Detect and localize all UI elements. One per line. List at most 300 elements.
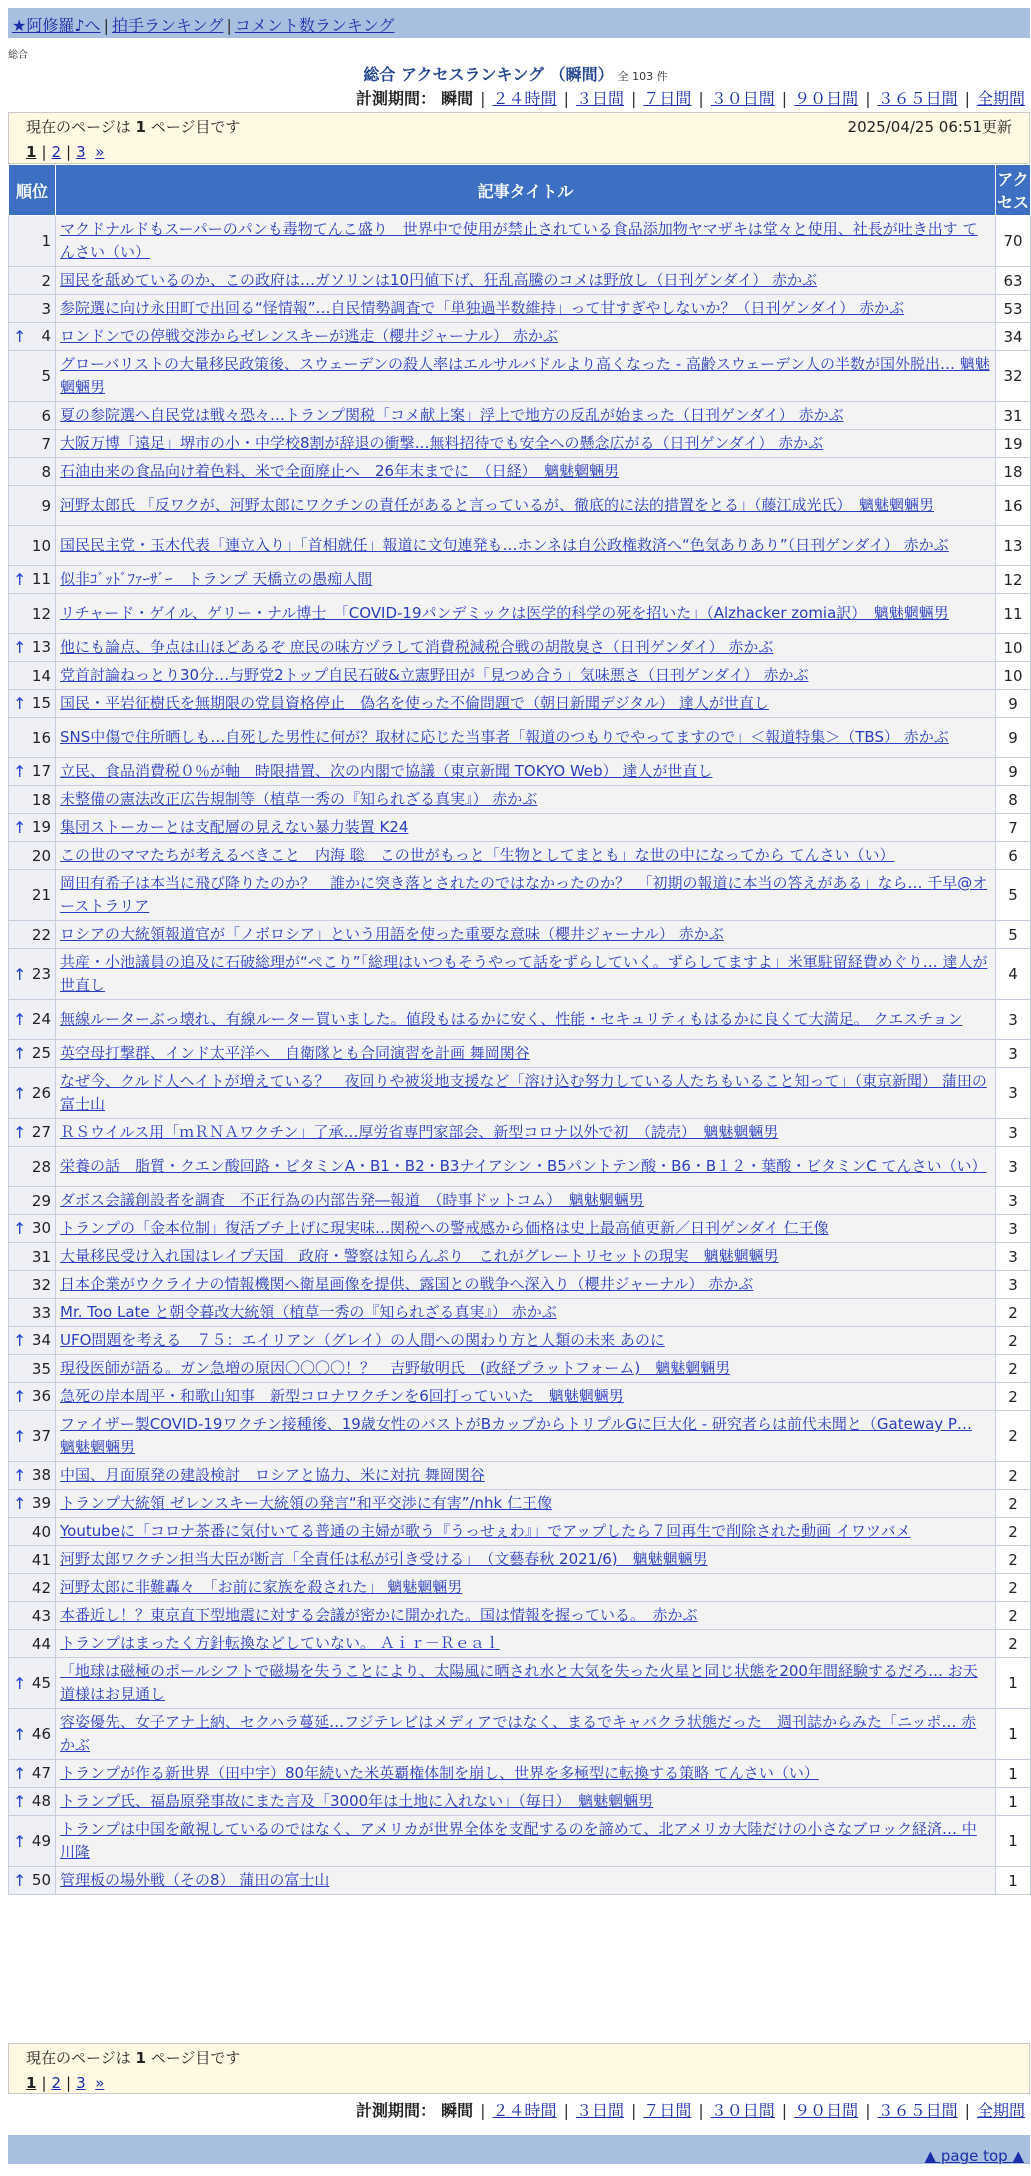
table-header-row — [9, 165, 1031, 216]
title-cell — [56, 1760, 996, 1788]
rank-up-arrow-icon: ↑ — [13, 1764, 27, 1783]
article-link[interactable]: トランプの「金本位制」復活ブチ上げに現実味…関税への警戒感から価格は史上最高値更新／日刊ゲンダイ 仁王像 — [60, 1219, 829, 1237]
period-option[interactable]: ９０日間 — [794, 2101, 859, 2120]
table-row — [9, 402, 1031, 430]
article-link[interactable]: 国民を舐めているのか、この政府は…ガソリンは10円値下げ、狂乱高騰のコメは野放し（日刊ゲンダイ） 赤かぶ — [60, 271, 818, 289]
title-cell — [56, 351, 996, 402]
article-link[interactable]: 岡田有希子は本当に飛び降りたのか？ 誰かに突き落とされたのではなかったのか？ 「初期の報道に本当の答えがある」なら… 千早@オーストラリア — [60, 874, 988, 915]
article-link[interactable]: この世のママたちが考えるべきこと 内海 聡 この世がもっと「生物としてまとも」な世の中になってから てんさい（い） — [60, 846, 895, 864]
page-link[interactable]: 1 — [26, 2074, 37, 2092]
rank-number: 34 — [31, 1331, 51, 1349]
rank-cell — [9, 430, 56, 458]
rank-cell — [9, 1040, 56, 1068]
title-cell — [56, 1187, 996, 1215]
rank-number: 22 — [31, 925, 51, 944]
title-cell — [56, 1299, 996, 1327]
rank-up-arrow-icon: ↑ — [13, 1219, 27, 1238]
table-row — [9, 758, 1031, 786]
title-cell — [56, 758, 996, 786]
title-cell — [56, 1327, 996, 1355]
table-row — [9, 921, 1031, 949]
period-separator: | — [781, 89, 788, 108]
article-link[interactable]: 党首討論ねっとり30分…与野党2トップ自民石破&立憲野田が「見つめ合う」気味悪さ（日刊ゲンダイ） 赤かぶ — [60, 666, 809, 684]
title-cell — [56, 1068, 996, 1119]
access-header: アクセス — [996, 165, 1031, 216]
total-count: 全 103 件 — [617, 70, 668, 83]
rank-number: 37 — [31, 1426, 51, 1445]
title-cell — [56, 430, 996, 458]
access-count: 34 — [996, 323, 1031, 351]
access-count: 2 — [996, 1546, 1031, 1574]
access-count: 1 — [996, 1709, 1031, 1760]
rank-number: 27 — [31, 1123, 51, 1141]
rank-cell — [9, 870, 56, 921]
rank-cell — [9, 1462, 56, 1490]
table-row — [9, 1816, 1031, 1867]
rank-number: 29 — [31, 1191, 51, 1210]
page-top-link[interactable]: ▲ page top ▲ — [924, 2147, 1024, 2165]
page-link[interactable]: 3 — [76, 143, 86, 161]
rank-number: 49 — [31, 1831, 51, 1850]
access-count: 2 — [996, 1462, 1031, 1490]
period-separator: | — [630, 89, 637, 108]
article-link[interactable]: トランプはまったく方針転換などしていない。 Ａｉｒ－Ｒｅａｌ — [60, 1634, 500, 1652]
article-link[interactable]: 集団ストーカーとは支配層の見えない暴力装置 K24 — [60, 818, 409, 836]
period-option[interactable]: ７日間 — [643, 2101, 692, 2120]
table-row — [9, 351, 1031, 402]
rank-cell — [9, 1546, 56, 1574]
title-cell — [56, 1215, 996, 1243]
access-count: 5 — [996, 921, 1031, 949]
rank-up-arrow-icon: ↑ — [13, 1831, 27, 1851]
title-cell — [56, 566, 996, 594]
rank-cell — [9, 1068, 56, 1119]
nav-separator: | — [103, 16, 109, 35]
article-link[interactable]: トランプ大統領 ゼレンスキー大統領の発言“和平交渉に有害”/nhk 仁王像 — [60, 1494, 553, 1512]
rank-up-arrow-icon: ↑ — [13, 327, 27, 346]
rank-up-arrow-icon: ↑ — [13, 1792, 27, 1811]
article-link[interactable]: 河野太郎に非難轟々 「お前に家族を殺された」 魑魅魍魎男 — [60, 1578, 463, 1596]
rank-number: 23 — [31, 964, 51, 983]
rank-number: 28 — [31, 1157, 51, 1176]
article-link[interactable]: 他にも論点、争点は山ほどあるぞ 庶民の味方ヅラして消費税減税合戦の胡散臭さ（日刊ゲンダイ） 赤かぶ — [60, 638, 774, 656]
rank-number: 21 — [31, 886, 51, 904]
article-link[interactable]: 国民民主党・玉木代表「連立入り」「首相就任」報道に文句連発も…ホンネは自公政権救済へ“色気ありあり”（日刊ゲンダイ） 赤かぶ — [60, 536, 949, 554]
period-option[interactable]: ９０日間 — [794, 89, 859, 108]
access-count: 3 — [996, 1040, 1031, 1068]
rank-number: 44 — [31, 1634, 51, 1653]
table-row — [9, 526, 1031, 566]
title-cell — [56, 786, 996, 814]
table-row — [9, 842, 1031, 870]
nav-separator: | — [226, 16, 232, 35]
rank-cell — [9, 323, 56, 351]
article-link[interactable]: ファイザー製COVID-19ワクチン接種後、19歳女性のバストがBカップからトリプルGに巨大化 - 研究者らは前代未聞と（Gateway P… 魑魅魍魎男 — [60, 1415, 972, 1456]
next-page-link[interactable]: » — [95, 2074, 105, 2092]
article-link[interactable]: マクドナルドもスーパーのパンも毒物てんこ盛り 世界中で使用が禁止されている食品添加物ヤマザキは堂々と使用、社長が吐き出す てんさい（い） — [60, 220, 978, 261]
article-link[interactable]: 日本企業がウクライナの情報機関へ衛星画像を提供、露国との戦争へ深入り（櫻井ジャーナル） 赤かぶ — [60, 1275, 754, 1293]
title-cell — [56, 1000, 996, 1040]
rank-cell — [9, 1788, 56, 1816]
page-title — [0, 62, 1031, 85]
article-link[interactable]: 「地球は磁極のポールシフトで磁場を失うことにより、太陽風に晒され水と大気を失った火星と同じ状態を200年間経験するだろ… お天道様はお見通し — [60, 1662, 978, 1703]
comment-ranking-link[interactable]: コメント数ランキング — [234, 16, 395, 35]
rank-number: 5 — [41, 367, 51, 385]
page-separator: | — [41, 2074, 47, 2092]
title-cell — [56, 718, 996, 758]
access-count: 9 — [996, 718, 1031, 758]
period-separator: | — [698, 2101, 704, 2120]
period-option[interactable]: ２４時間 — [492, 89, 557, 108]
rank-up-arrow-icon: ↑ — [13, 1724, 27, 1744]
period-option[interactable]: 全期間 — [976, 2101, 1025, 2120]
rank-cell — [9, 1187, 56, 1215]
rank-up-arrow-icon: ↑ — [13, 1083, 27, 1103]
table-row — [9, 295, 1031, 323]
rank-number: 11 — [31, 570, 51, 588]
access-count: 19 — [996, 430, 1031, 458]
title-header: 記事タイトル — [56, 165, 996, 216]
table-row — [9, 1327, 1031, 1355]
article-link[interactable]: 管理板の場外戦（その8） 蒲田の富士山 — [60, 1871, 330, 1889]
rank-number: 10 — [31, 536, 51, 555]
period-option[interactable]: 全期間 — [976, 89, 1025, 108]
rank-number: 41 — [31, 1550, 51, 1569]
page-link[interactable]: 2 — [51, 2074, 62, 2092]
title-cell — [56, 814, 996, 842]
rank-number: 1 — [41, 232, 51, 250]
access-count: 13 — [996, 526, 1031, 566]
rank-cell — [9, 786, 56, 814]
title-cell — [56, 1518, 996, 1546]
rank-header: 順位 — [9, 165, 56, 216]
page-link[interactable]: 1 — [26, 143, 37, 161]
rank-number: 6 — [41, 406, 51, 425]
table-row — [9, 690, 1031, 718]
access-count: 3 — [996, 1119, 1031, 1147]
article-link[interactable]: 河野太郎氏 「反ワクが、河野太郎にワクチンの責任があると言っているが、徹底的に法的措置をとる」（藤江成光氏） 魑魅魍魎男 — [60, 496, 935, 514]
rank-number: 40 — [31, 1522, 51, 1541]
title-cell — [56, 323, 996, 351]
period-option[interactable]: ３日間 — [575, 2101, 624, 2120]
rank-number: 33 — [31, 1303, 51, 1322]
title-cell — [56, 690, 996, 718]
access-count: 9 — [996, 690, 1031, 718]
access-count: 8 — [996, 786, 1031, 814]
rank-number: 17 — [31, 762, 51, 780]
period-option[interactable]: ３０日間 — [710, 89, 775, 108]
period-option[interactable]: ３６５日間 — [877, 89, 958, 108]
rank-up-arrow-icon: ↑ — [13, 1387, 27, 1406]
current-page-text: 現在のページは 1 ページ目です — [26, 118, 241, 136]
title-cell — [56, 870, 996, 921]
table-row — [9, 870, 1031, 921]
article-link[interactable]: 無線ルーターぶっ壊れ、有線ルーター買いました。値段もはるかに安く、性能・セキュリティもはるかに良くて大満足。 クエスチョン — [60, 1010, 963, 1028]
access-count: 11 — [996, 594, 1031, 634]
rank-number: 50 — [31, 1871, 51, 1889]
rank-number: 24 — [31, 1010, 51, 1028]
access-count: 2 — [996, 1299, 1031, 1327]
rank-number: 16 — [31, 728, 51, 747]
rank-cell — [9, 634, 56, 662]
article-link[interactable]: 急死の岸本周平・和歌山知事 新型コロナワクチンを6回打っていいた 魑魅魍魎男 — [60, 1387, 624, 1405]
title-cell — [56, 1462, 996, 1490]
article-link[interactable]: グローバリストの大量移民政策後、スウェーデンの殺人率はエルサルバドルより高くなった - 高齢スウェーデン人の半数が国外脱出… 魑魅魍魎男 — [60, 355, 990, 396]
page-title-text: 総合 アクセスランキング （瞬間） — [363, 65, 614, 84]
rank-cell — [9, 526, 56, 566]
table-row — [9, 786, 1031, 814]
table-row — [9, 216, 1031, 267]
rank-number: 2 — [41, 271, 51, 290]
article-link[interactable]: 栄養の話 脂質・クエン酸回路・ビタミンA・B1・B2・B3ナイアシン・B5パントテン酸・B6・B１２・葉酸・ビタミンC てんさい（い） — [60, 1157, 987, 1175]
title-cell — [56, 1630, 996, 1658]
article-link[interactable]: 参院選に向け永田町で出回る“怪情報”…自民情勢調査で「単独過半数維持」って甘すぎやしないか？（日刊ゲンダイ） 赤かぶ — [60, 299, 905, 317]
article-link[interactable]: 立民、食品消費税０％が軸 時限措置、次の内閣で協議（東京新聞 TOKYO Web） 達人が世直し — [60, 762, 713, 780]
rank-cell — [9, 1602, 56, 1630]
rank-number: 26 — [31, 1083, 51, 1102]
access-count: 18 — [996, 458, 1031, 486]
title-cell — [56, 594, 996, 634]
rank-number: 3 — [41, 299, 51, 318]
period-separator: | — [964, 2101, 970, 2120]
rank-up-arrow-icon: ↑ — [13, 1331, 27, 1350]
period-separator: | — [480, 89, 486, 108]
access-count: 70 — [996, 216, 1031, 267]
period-separator: | — [698, 89, 704, 108]
article-link[interactable]: 大量移民受け入れ国はレイプ天国 政府・警察は知らんぷり これがグレートリセットの現実 魑魅魍魎男 — [60, 1247, 779, 1265]
table-row — [9, 949, 1031, 1000]
access-count: 3 — [996, 1215, 1031, 1243]
period-separator: | — [480, 2101, 486, 2120]
title-cell — [56, 486, 996, 526]
rank-number: 48 — [31, 1792, 51, 1810]
title-cell — [56, 402, 996, 430]
article-link[interactable]: 中国、月面原発の建設検討 ロシアと協力、米に対抗 舞岡関谷 — [60, 1466, 485, 1484]
article-link[interactable]: ダボス会議創設者を調査 不正行為の内部告発―報道 （時事ドットコム） 魑魅魍魎男 — [60, 1191, 644, 1209]
rank-cell — [9, 1867, 56, 1895]
access-count: 1 — [996, 1658, 1031, 1709]
access-count: 4 — [996, 949, 1031, 1000]
title-cell — [56, 1411, 996, 1462]
article-link[interactable]: Mr. Too Late と朝令暮改大統領（植草一秀の『知られざる真実』） 赤かぶ — [60, 1303, 557, 1321]
rank-cell — [9, 842, 56, 870]
access-count: 3 — [996, 1243, 1031, 1271]
title-cell — [56, 1867, 996, 1895]
article-link[interactable]: リチャード・ゲイル、ゲリー・ナル博士 「COVID-19パンデミックは医学的科学の死を招いた」（Alzhacker zomia訳） 魑魅魍魎男 — [60, 604, 949, 622]
access-count: 2 — [996, 1327, 1031, 1355]
title-cell — [56, 1658, 996, 1709]
period-separator: | — [865, 2101, 871, 2120]
article-link[interactable]: Youtubeに「コロナ茶番に気付いてる普通の主婦が歌う『うっせぇわ』」でアップしたら７回再生で削除された動画 イワツバメ — [60, 1522, 911, 1540]
period-option[interactable]: ３６５日間 — [877, 2101, 958, 2120]
rank-cell — [9, 1658, 56, 1709]
rank-cell — [9, 1574, 56, 1602]
access-count: 2 — [996, 1518, 1031, 1546]
rank-cell — [9, 1630, 56, 1658]
access-count: 16 — [996, 486, 1031, 526]
rank-cell — [9, 662, 56, 690]
rank-cell — [9, 267, 56, 295]
table-row — [9, 1658, 1031, 1709]
article-link[interactable]: ＲＳウイルス用「ｍＲＮＡワクチン」了承…厚労省専門家部会、新型コロナ以外で初 （読売） 魑魅魍魎男 — [60, 1123, 779, 1141]
rank-number: 45 — [31, 1673, 51, 1692]
title-cell — [56, 634, 996, 662]
table-row — [9, 1215, 1031, 1243]
access-count: 3 — [996, 1068, 1031, 1119]
article-link[interactable]: 共産・小池議員の追及に石破総理が“ぺこり”「総理はいつもそうやって話をずらしていく。ずらしてますよ」米軍駐留経費めぐり… 達人が世直し — [60, 953, 988, 994]
rank-cell — [9, 351, 56, 402]
article-link[interactable]: 未整備の憲法改正広告規制等（植草一秀の『知られざる真実』） 赤かぶ — [60, 790, 538, 808]
period-label: 計測期間： — [356, 2101, 437, 2120]
table-row — [9, 1187, 1031, 1215]
page-link[interactable]: 3 — [76, 2074, 86, 2092]
table-row — [9, 458, 1031, 486]
article-link[interactable]: 容姿優先、女子アナ上納、セクハラ蔓延…フジテレビはメディアではなく、まるでキャバクラ状態だった 週刊誌からみた「ニッポ… 赤かぶ — [60, 1713, 977, 1754]
rank-cell — [9, 1816, 56, 1867]
rank-cell — [9, 1355, 56, 1383]
table-row — [9, 1462, 1031, 1490]
article-link[interactable]: 国民・平岩征樹氏を無期限の党員資格停止 偽名を使った不倫問題で（朝日新聞デジタル） 達人が世直し — [60, 694, 769, 712]
title-cell — [56, 267, 996, 295]
page-links — [26, 2074, 1012, 2092]
rank-cell — [9, 758, 56, 786]
title-cell — [56, 1546, 996, 1574]
article-link[interactable]: 英空母打撃群、インド太平洋へ 自衛隊とも合同演習を計画 舞岡関谷 — [60, 1044, 530, 1062]
period-label: 計測期間： — [356, 89, 437, 108]
article-link[interactable]: 河野太郎ワクチン担当大臣が断言「全責任は私が引き受ける」 （文藝春秋 2021/6) 魑魅魍魎男 — [60, 1550, 708, 1568]
page-separator: | — [41, 143, 47, 161]
rank-up-arrow-icon: ↑ — [13, 1426, 27, 1446]
rank-cell — [9, 718, 56, 758]
article-link[interactable]: 本番近し！？東京直下型地震に対する会議が密かに開かれた。国は情報を握っている。 赤かぶ — [60, 1606, 698, 1624]
period-option[interactable]: ３０日間 — [710, 2101, 775, 2120]
title-cell — [56, 1147, 996, 1187]
access-count: 2 — [996, 1574, 1031, 1602]
page-link[interactable]: 2 — [51, 143, 62, 161]
table-row — [9, 1709, 1031, 1760]
rank-cell — [9, 1383, 56, 1411]
table-row — [9, 1119, 1031, 1147]
rank-number: 35 — [31, 1359, 51, 1378]
rank-number: 30 — [31, 1219, 51, 1237]
rank-number: 25 — [31, 1044, 51, 1062]
rank-number: 9 — [41, 496, 51, 515]
article-link[interactable]: ロンドンでの停戦交渉からゼレンスキーが逃走（櫻井ジャーナル） 赤かぶ — [60, 327, 558, 345]
rank-cell — [9, 690, 56, 718]
table-row — [9, 486, 1031, 526]
page-separator: | — [66, 143, 72, 161]
rank-number: 8 — [41, 462, 51, 481]
rank-number: 14 — [31, 666, 51, 685]
access-count: 1 — [996, 1760, 1031, 1788]
rank-cell — [9, 594, 56, 634]
period-selector-top — [356, 86, 1025, 109]
rank-cell — [9, 458, 56, 486]
rank-cell — [9, 1490, 56, 1518]
title-cell — [56, 1271, 996, 1299]
table-row — [9, 1760, 1031, 1788]
period-option[interactable]: ３日間 — [575, 89, 624, 108]
table-row — [9, 430, 1031, 458]
access-count: 3 — [996, 1187, 1031, 1215]
article-link[interactable]: 似非ｺﾞｯﾄﾞﾌｧｰｻﾞｰ トランプ 天橋立の愚痴人間 — [60, 570, 373, 588]
rank-up-arrow-icon: ↑ — [13, 1123, 27, 1142]
rank-up-arrow-icon: ↑ — [13, 570, 27, 589]
table-row — [9, 1411, 1031, 1462]
article-link[interactable]: 石油由来の食品向け着色料、米で全面廃止へ 26年末までに （日経） 魑魅魍魎男 — [60, 462, 620, 480]
access-count: 2 — [996, 1490, 1031, 1518]
title-cell — [56, 1243, 996, 1271]
table-row — [9, 1243, 1031, 1271]
rank-cell — [9, 1243, 56, 1271]
rank-cell — [9, 921, 56, 949]
article-link[interactable]: ロシアの大統領報道官が「ノボロシア」という用語を使った重要な意味（櫻井ジャーナル） 赤かぶ — [60, 925, 724, 943]
access-count: 3 — [996, 1271, 1031, 1299]
period-option[interactable]: ７日間 — [643, 89, 692, 108]
access-count: 10 — [996, 662, 1031, 690]
period-separator: | — [964, 89, 970, 108]
article-link[interactable]: UFO問題を考える ７５：エイリアン（グレイ）の人間への関わり方と人類の未来 あのに — [60, 1331, 665, 1349]
rank-up-arrow-icon: ↑ — [13, 1673, 27, 1693]
next-page-link[interactable]: » — [95, 143, 105, 161]
table-row — [9, 662, 1031, 690]
access-count: 53 — [996, 295, 1031, 323]
rank-up-arrow-icon: ↑ — [13, 762, 27, 781]
rank-number: 42 — [31, 1578, 51, 1597]
rank-cell — [9, 1271, 56, 1299]
table-row — [9, 594, 1031, 634]
rank-up-arrow-icon: ↑ — [13, 818, 27, 837]
article-link[interactable]: トランプが作る新世界（田中宇）80年続いた米英覇権体制を崩し、世界を多極型に転換する策略 てんさい（い） — [60, 1764, 819, 1782]
rank-cell — [9, 1215, 56, 1243]
rank-number: 46 — [31, 1724, 51, 1743]
access-count: 12 — [996, 566, 1031, 594]
title-cell — [56, 526, 996, 566]
article-link[interactable]: トランプは中国を敵視しているのではなく、アメリカが世界全体を支配するのを諦めて、北アメリカ大陸だけの小さなブロック経済… 中川隆 — [60, 1820, 977, 1861]
access-count: 7 — [996, 814, 1031, 842]
period-separator: | — [781, 2101, 788, 2120]
article-link[interactable]: なぜ今、クルド人ヘイトが増えている？ 夜回りや被災地支援など「溶け込む努力している人たちもいること知って」（東京新聞） 蒲田の富士山 — [60, 1072, 987, 1113]
page-separator: | — [66, 2074, 72, 2092]
rank-cell — [9, 1518, 56, 1546]
title-cell — [56, 1788, 996, 1816]
title-cell — [56, 1355, 996, 1383]
article-link[interactable]: 現役医師が語る。ガン急増の原因〇〇〇〇！？ 吉野敏明氏 (政経プラットフォーム) 魑魅魍魎男 — [60, 1359, 731, 1377]
article-link[interactable]: SNS中傷で住所晒しも…自死した男性に何が？取材に応じた当事者「報道のつもりでやってますので」＜報道特集＞（TBS） 赤かぶ — [60, 728, 949, 746]
rank-up-arrow-icon: ↑ — [13, 1494, 27, 1513]
home-link[interactable]: ★阿修羅♪へ — [12, 16, 101, 35]
table-row — [9, 1867, 1031, 1895]
rank-cell — [9, 1119, 56, 1147]
clap-ranking-link[interactable]: 拍手ランキング — [111, 16, 224, 35]
access-count: 10 — [996, 634, 1031, 662]
access-count: 3 — [996, 1000, 1031, 1040]
table-row — [9, 1271, 1031, 1299]
title-cell — [56, 1383, 996, 1411]
article-link[interactable]: トランプ氏、福島原発事故にまた言及「3000年は土地に入れない」（毎日） 魑魅魍魎男 — [60, 1792, 654, 1810]
updated-time: 2025/04/25 06:51更新 — [847, 118, 1012, 136]
article-link[interactable]: 大阪万博「遠足」堺市の小・中学校8割が辞退の衝撃…無料招待でも安全への懸念広がる（日刊ゲンダイ） 赤かぶ — [60, 434, 824, 452]
access-count: 5 — [996, 870, 1031, 921]
table-row — [9, 1602, 1031, 1630]
article-link[interactable]: 夏の参院選へ自民党は戦々恐々…トランプ関税「コメ献上案」浮上で地方の反乱が始まった（日刊ゲンダイ） 赤かぶ — [60, 406, 844, 424]
access-count: 9 — [996, 758, 1031, 786]
period-option[interactable]: ２４時間 — [492, 2101, 557, 2120]
ranking-table — [8, 164, 1031, 1895]
title-cell — [56, 295, 996, 323]
table-row — [9, 1630, 1031, 1658]
table-row — [9, 1355, 1031, 1383]
